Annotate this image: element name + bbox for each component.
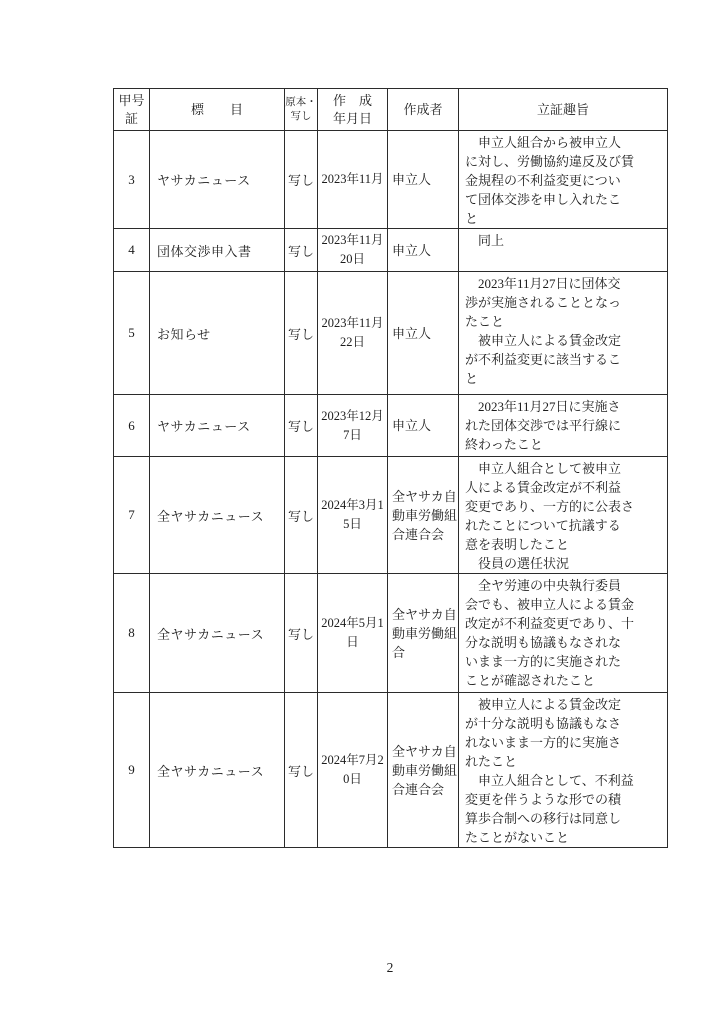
text-line: 変更を伴うような形での積	[465, 792, 622, 807]
text-line: 合連合会	[392, 781, 445, 797]
exhibit-number-cell: 6	[114, 395, 150, 457]
table-row	[114, 574, 668, 693]
purpose-cell	[459, 229, 668, 272]
author-cell	[388, 574, 459, 693]
text-line: れた団体交渉では平行線に	[465, 418, 622, 433]
text-line: 写し	[290, 110, 312, 122]
copy-cell: 写し	[285, 395, 318, 457]
purpose-cell	[459, 131, 668, 229]
text-line: 2023年11月	[321, 172, 384, 186]
text-line: 立証趣旨	[536, 101, 589, 117]
text-line: 2024年5月1	[321, 616, 384, 630]
text-line: 2024年3月1	[321, 498, 384, 512]
date-cell	[318, 693, 388, 848]
title-cell: ヤサカニュース	[150, 131, 285, 229]
title-cell: お知らせ	[150, 272, 285, 395]
purpose-cell	[459, 457, 668, 574]
copy-cell: 写し	[285, 131, 318, 229]
text-line: 7日	[343, 427, 362, 442]
text-line: 申立人	[392, 242, 432, 258]
text-line: 申立人組合から被申立人	[465, 135, 622, 150]
text-line: 2023年11月27日に実施さ	[465, 399, 621, 414]
text-line: て団体交渉を申し入れたこ	[465, 192, 622, 207]
text-line: 金規程の不利益変更につい	[465, 173, 621, 188]
exhibit-number-cell: 4	[114, 229, 150, 272]
copy-cell: 写し	[285, 693, 318, 848]
copy-cell: 写し	[285, 574, 318, 693]
title-cell: ヤサカニュース	[150, 395, 285, 457]
text-line: 標 目	[190, 101, 243, 117]
text-line: 全ヤ労連の中央執行委員	[465, 578, 622, 593]
text-line: 0日	[343, 772, 362, 786]
text-line: 全ヤサカ自	[392, 488, 457, 504]
text-line: 被申立人による賃金改定	[465, 697, 622, 712]
text-line: 証	[124, 110, 138, 126]
text-line: 申立人	[392, 172, 432, 187]
author-cell	[388, 272, 459, 395]
header-row	[114, 89, 668, 131]
text-line: 渉が実施されることとなっ	[465, 295, 622, 310]
purpose-cell	[459, 395, 668, 457]
text-line: 年月日	[332, 110, 372, 126]
text-line: 作 成	[332, 92, 372, 108]
table-row	[114, 229, 668, 272]
text-line: 2023年11月	[321, 316, 384, 330]
text-line: いまま一方的に実施された	[465, 654, 622, 669]
text-line: 会でも、被申立人による賃金	[465, 597, 635, 612]
text-line: 2024年7月2	[321, 753, 384, 767]
text-line: 変更であり、一方的に公表さ	[465, 499, 635, 514]
text-line: れたこと	[465, 754, 518, 769]
text-line: ことが確認されたこと	[465, 673, 596, 688]
date-cell	[318, 395, 388, 457]
text-line: 動車労働組	[392, 507, 458, 523]
copy-cell: 写し	[285, 457, 318, 574]
table-row	[114, 272, 668, 395]
table-row	[114, 457, 668, 574]
text-line: と	[465, 211, 479, 226]
text-line: 同上	[465, 233, 505, 248]
text-line: 申立人	[392, 418, 432, 433]
date-cell	[318, 574, 388, 693]
table-row	[114, 693, 668, 848]
text-line: と	[465, 371, 479, 386]
column-header-original-or-copy	[285, 89, 318, 131]
text-line: 動車労働組	[392, 762, 458, 778]
exhibit-number-cell: 9	[114, 693, 150, 848]
text-line: 全ヤサカ自	[392, 606, 457, 622]
table-row	[114, 131, 668, 229]
text-line: 算歩合制への移行は同意し	[465, 811, 622, 826]
text-line: 原本・	[285, 96, 317, 108]
exhibit-number-cell: 5	[114, 272, 150, 395]
column-header-creation-date	[318, 89, 388, 131]
text-line: れたことについて抗議する	[465, 518, 621, 533]
text-line: 5日	[343, 517, 362, 531]
text-line: が十分な説明も協議もなさ	[465, 716, 622, 731]
exhibit-number-cell: 8	[114, 574, 150, 693]
purpose-cell	[459, 693, 668, 848]
date-cell	[318, 272, 388, 395]
copy-cell: 写し	[285, 229, 318, 272]
author-cell	[388, 229, 459, 272]
text-line: 2023年11月27日に団体交	[465, 276, 621, 291]
text-line: 改定が不利益変更であり、十	[465, 616, 635, 631]
author-cell	[388, 693, 459, 848]
text-line: 被申立人による賃金改定	[465, 333, 622, 348]
table-header	[114, 89, 668, 131]
text-line: 人による賃金改定が不利益	[465, 480, 622, 495]
text-line: 2023年11月	[321, 233, 384, 247]
date-cell	[318, 131, 388, 229]
text-line: 甲号	[118, 92, 145, 108]
date-cell	[318, 229, 388, 272]
text-line: 20日	[339, 252, 365, 266]
title-cell: 全ヤサカニュース	[150, 693, 285, 848]
text-line: 意を表明したこと	[465, 537, 570, 552]
text-line: 作成者	[403, 101, 443, 117]
text-line: 終わったこと	[465, 437, 543, 452]
text-line: 22日	[339, 335, 365, 349]
table-row	[114, 395, 668, 457]
author-cell	[388, 395, 459, 457]
text-line: 2023年12月	[321, 408, 384, 423]
text-line: 分な説明も協議もなされな	[465, 635, 622, 650]
evidence-table	[113, 88, 668, 848]
text-line: 合連合会	[392, 526, 445, 542]
purpose-cell	[459, 272, 668, 395]
text-line: 申立人	[392, 325, 432, 341]
text-line: 全ヤサカ自	[392, 743, 457, 759]
column-header-purpose	[459, 89, 668, 131]
text-line: 動車労働組	[392, 625, 458, 641]
text-line: 役員の選任状況	[465, 556, 570, 571]
text-line: 合	[392, 644, 406, 660]
text-line: たことがないこと	[465, 830, 570, 845]
author-cell	[388, 131, 459, 229]
date-cell	[318, 457, 388, 574]
text-line: 申立人組合として、不利益	[465, 773, 634, 788]
title-cell: 団体交渉申入書	[150, 229, 285, 272]
title-cell: 全ヤサカニュース	[150, 457, 285, 574]
purpose-cell	[459, 574, 668, 693]
exhibit-number-cell: 3	[114, 131, 150, 229]
column-header-author	[388, 89, 459, 131]
text-line: に対し、労働協約違反及び賃	[465, 154, 635, 169]
text-line: 申立人組合として被申立	[465, 461, 622, 476]
column-header-title	[150, 89, 285, 131]
table-body	[114, 131, 668, 848]
column-header-exhibit-number	[114, 89, 150, 131]
text-line: たこと	[465, 314, 505, 329]
copy-cell: 写し	[285, 272, 318, 395]
title-cell: 全ヤサカニュース	[150, 574, 285, 693]
text-line: が不利益変更に該当するこ	[465, 352, 622, 367]
exhibit-number-cell: 7	[114, 457, 150, 574]
page-number: 2	[386, 960, 394, 975]
text-line: れないまま一方的に実施さ	[465, 735, 622, 750]
author-cell	[388, 457, 459, 574]
text-line: 日	[346, 635, 359, 649]
